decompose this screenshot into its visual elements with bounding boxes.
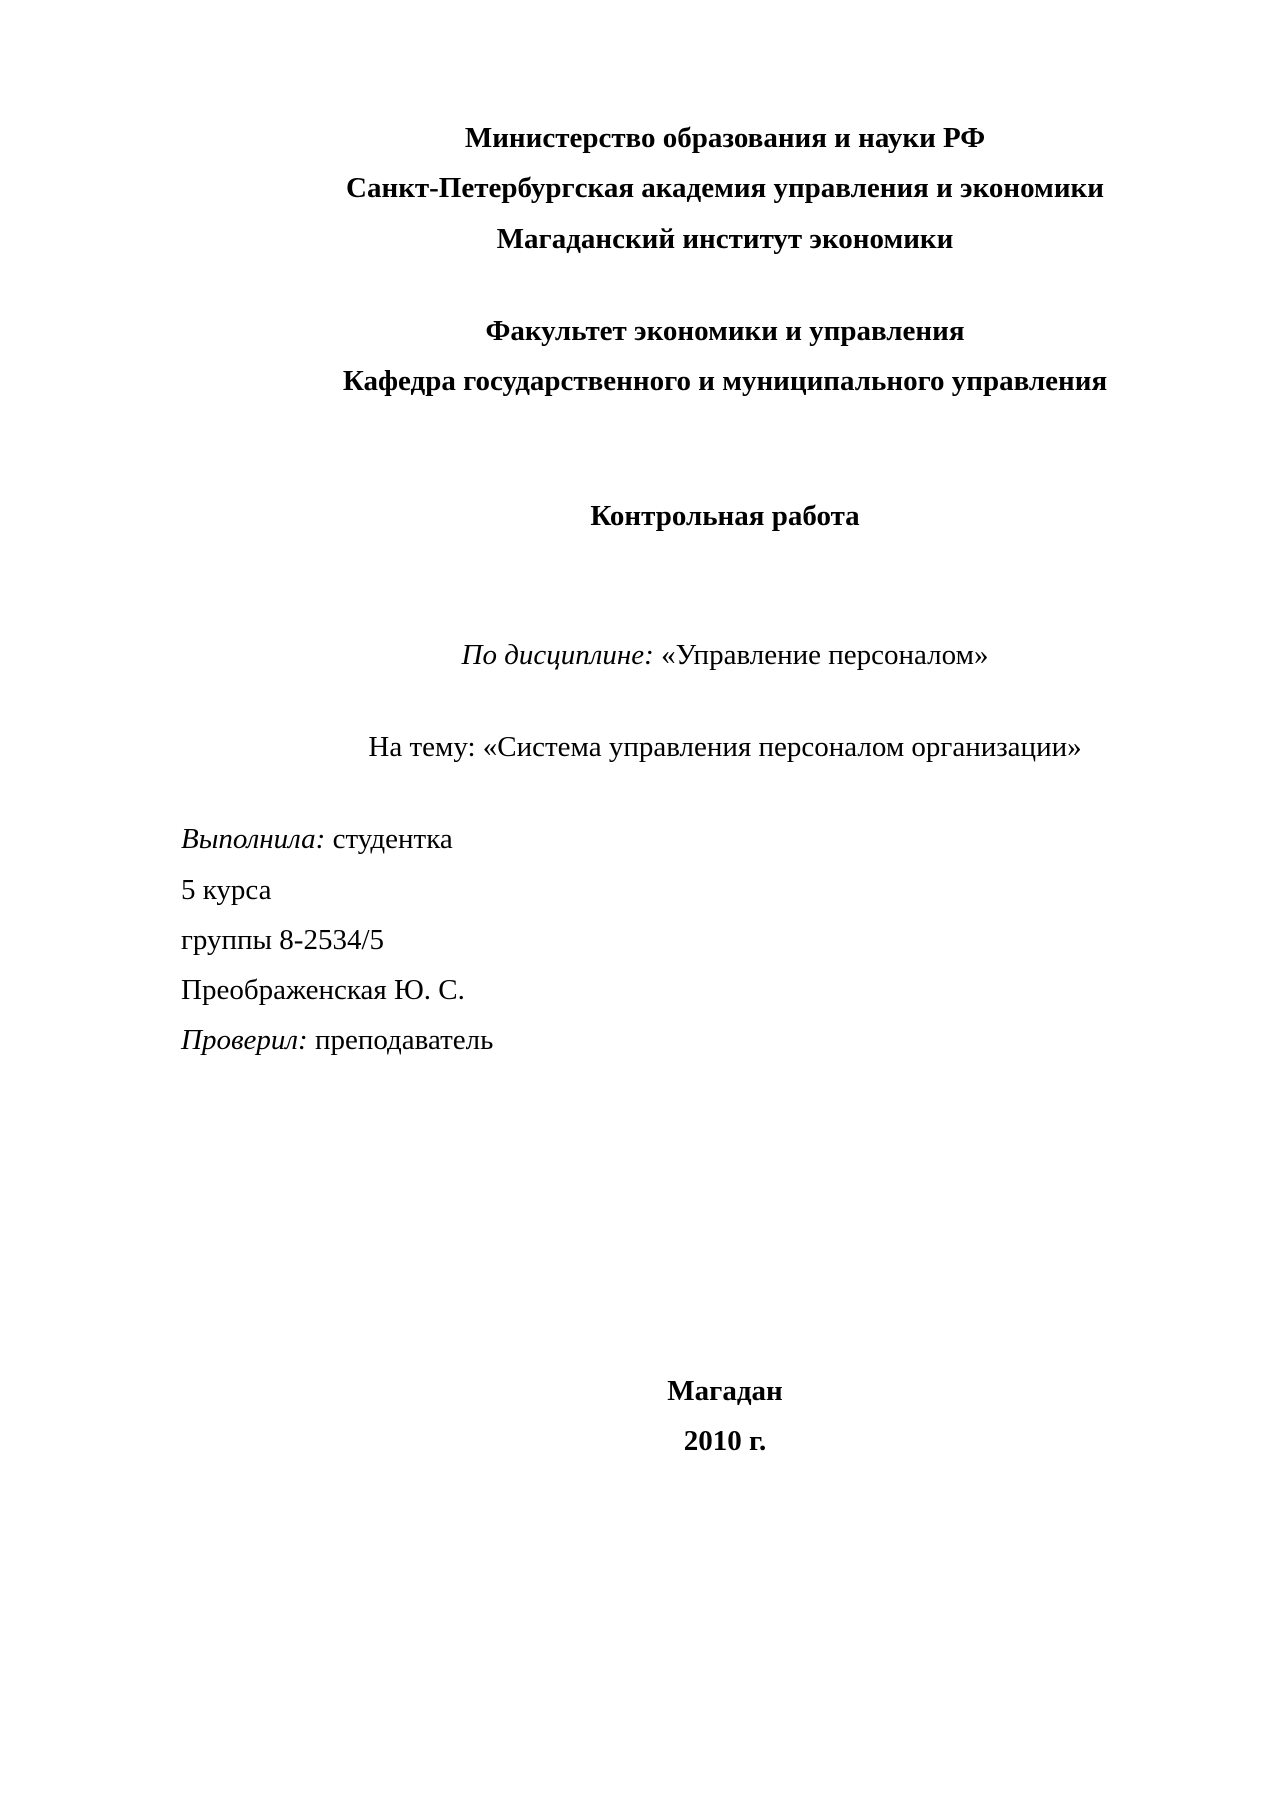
footer-city: Магадан	[667, 1375, 783, 1407]
institute-heading: Магаданский институт экономики	[496, 223, 954, 255]
topic-value: «Система управления персоналом организации»	[482, 731, 1082, 763]
author-group: группы 8-2534/5	[181, 924, 384, 956]
reviewer-role: преподаватель	[314, 1024, 494, 1056]
faculty-heading: Факультет экономики и управления	[485, 315, 965, 347]
author-role: студентка	[332, 823, 453, 855]
discipline-label: По дисциплине:	[461, 639, 654, 671]
discipline-value: «Управление персоналом»	[661, 639, 989, 671]
document-title: Контрольная работа	[590, 500, 860, 532]
academy-heading: Санкт-Петербургская академия управления и экономики	[346, 172, 1104, 204]
reviewer-line	[181, 1026, 493, 1055]
author-name: Преображенская Ю. С.	[181, 974, 465, 1006]
author-label: Выполнила:	[181, 823, 326, 855]
topic-line	[330, 733, 1120, 762]
footer-year: 2010 г.	[683, 1425, 767, 1457]
reviewer-label: Проверил:	[181, 1024, 308, 1056]
discipline-line	[330, 641, 1120, 670]
author-course: 5 курса	[181, 874, 272, 906]
author-role-line	[181, 825, 453, 854]
topic-label: На тему:	[368, 731, 483, 763]
department-heading: Кафедра государственного и муниципального управления	[342, 365, 1108, 397]
ministry-heading: Министерство образования и науки РФ	[464, 122, 986, 154]
